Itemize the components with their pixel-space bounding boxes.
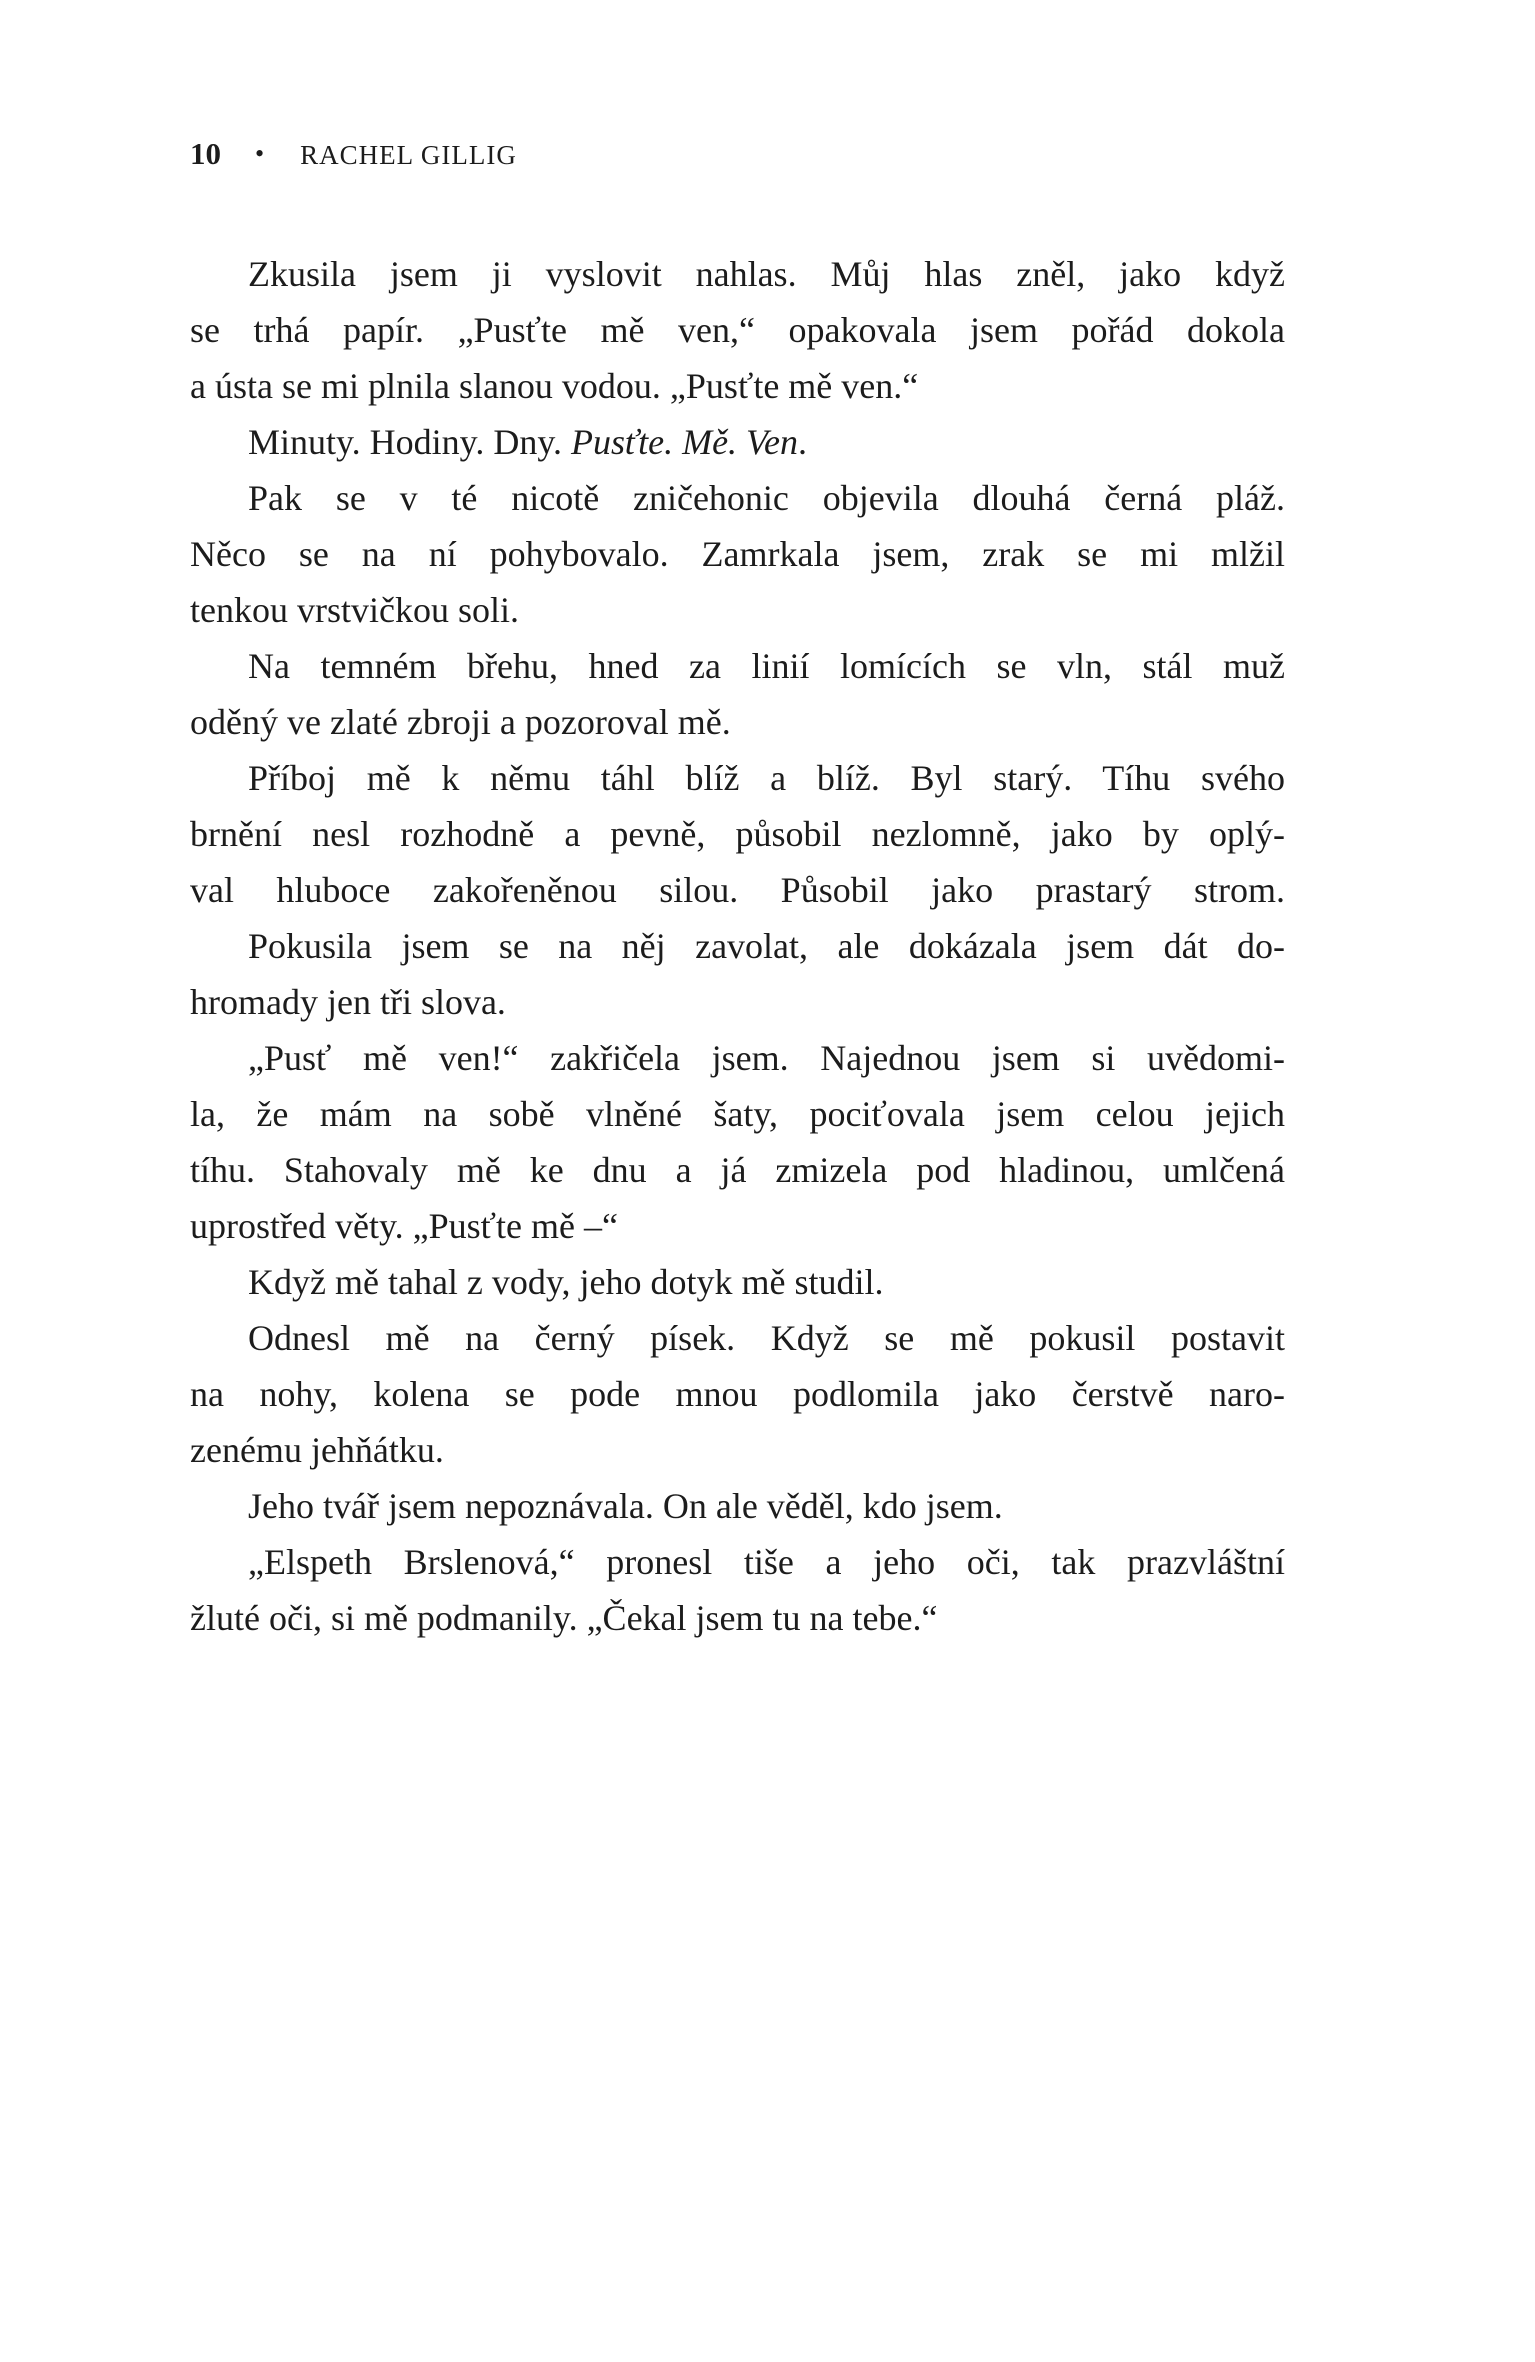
text-line: tíhu. Stahovaly mě ke dnu a já zmizela pod hladinou, umlčená <box>190 1150 1285 1190</box>
text-line: „Elspeth Brslenová,“ pronesl tiše a jeho oči, tak prazvláštní <box>248 1542 1285 1582</box>
text-segment: . <box>798 422 808 462</box>
paragraph <box>190 638 1285 750</box>
text-line: Zkusila jsem ji vyslovit nahlas. Můj hlas zněl, jako když <box>248 254 1285 294</box>
text-line <box>190 414 1285 470</box>
text-line: žluté oči, si mě podmanily. „Čekal jsem tu na tebe.“ <box>190 1598 938 1638</box>
text-line: Pokusila jsem se na něj zavolat, ale dokázala jsem dát do- <box>248 926 1285 966</box>
italic-text: Pusťte. Mě. Ven <box>571 422 799 462</box>
paragraph <box>190 246 1285 414</box>
text-line: la, že mám na sobě vlněné šaty, pociťovala jsem celou jejich <box>190 1094 1285 1134</box>
text-line: hromady jen tři slova. <box>190 982 506 1022</box>
text-line: Příboj mě k němu táhl blíž a blíž. Byl starý. Tíhu svého <box>248 758 1285 798</box>
paragraph <box>190 1030 1285 1254</box>
text-line: „Pusť mě ven!“ zakřičela jsem. Najednou jsem si uvědomi- <box>248 1038 1285 1078</box>
running-head <box>190 136 517 176</box>
paragraph <box>190 414 1285 470</box>
text-line: tenkou vrstvičkou soli. <box>190 590 519 630</box>
text-line: na nohy, kolena se pode mnou podlomila jako čerstvě naro- <box>190 1374 1285 1414</box>
paragraph <box>190 1478 1285 1534</box>
text-line: a ústa se mi plnila slanou vodou. „Pusťte mě ven.“ <box>190 366 919 406</box>
text-line: brnění nesl rozhodně a pevně, působil nezlomně, jako by oplý- <box>190 814 1285 854</box>
text-line: Odnesl mě na černý písek. Když se mě pokusil postavit <box>248 1318 1285 1358</box>
text-line: uprostřed věty. „Pusťte mě –“ <box>190 1206 618 1246</box>
text-line: val hluboce zakořeněnou silou. Působil jako prastarý strom. <box>190 870 1285 910</box>
paragraph <box>190 1310 1285 1478</box>
paragraph <box>190 1254 1285 1310</box>
text-line: Na temném břehu, hned za linií lomících se vln, stál muž <box>248 646 1285 686</box>
paragraph <box>190 1534 1285 1646</box>
page-number: 10 <box>190 136 221 171</box>
text-line: Pak se v té nicotě zničehonic objevila dlouhá černá pláž. <box>248 478 1285 518</box>
text-line: Jeho tvář jsem nepoznávala. On ale věděl, kdo jsem. <box>248 1486 1003 1526</box>
text-segment: Minuty. Hodiny. Dny. <box>248 422 562 462</box>
text-line: se trhá papír. „Pusťte mě ven,“ opakovala jsem pořád dokola <box>190 310 1285 350</box>
text-line: Něco se na ní pohybovalo. Zamrkala jsem, zrak se mi mlžil <box>190 534 1285 574</box>
bullet-separator: • <box>255 139 265 168</box>
paragraph <box>190 470 1285 638</box>
paragraph <box>190 750 1285 918</box>
text-line: oděný ve zlaté zbroji a pozoroval mě. <box>190 702 731 742</box>
paragraph <box>190 918 1285 1030</box>
author-name: RACHEL GILLIG <box>300 140 517 170</box>
text-line: zenému jehňátku. <box>190 1430 444 1470</box>
body-text <box>190 246 1285 1646</box>
text-line: Když mě tahal z vody, jeho dotyk mě studil. <box>248 1262 884 1302</box>
